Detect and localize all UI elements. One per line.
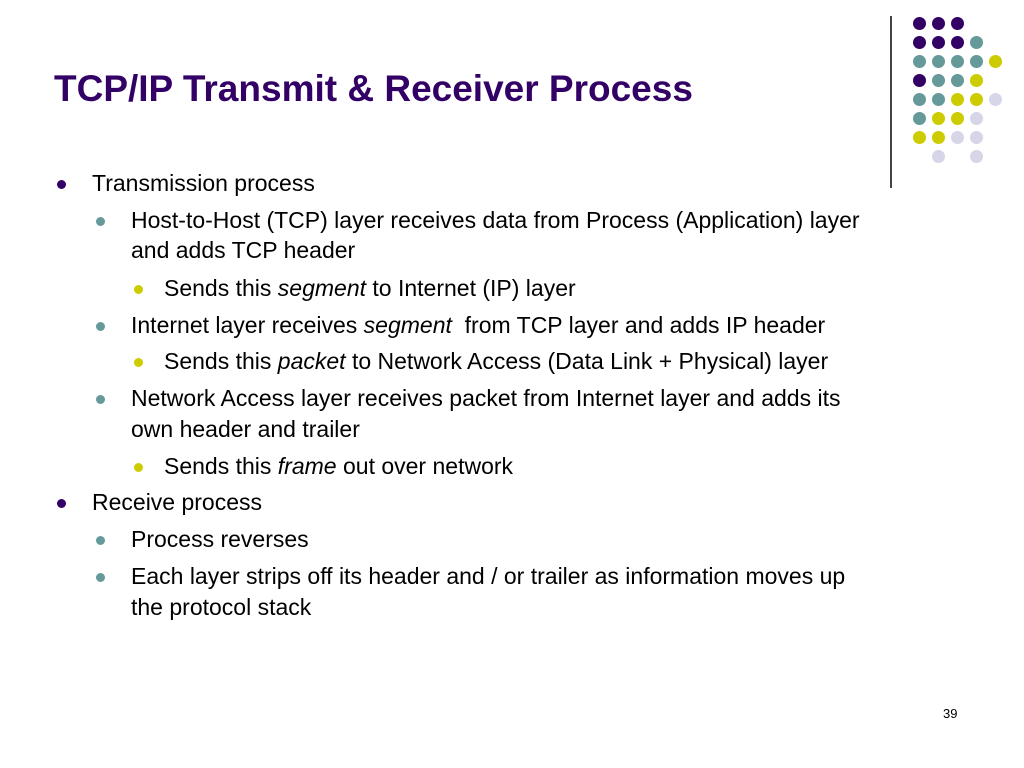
bullet-text: Sends this segment to Internet (IP) layer [164,275,576,301]
level3-bullet-icon [134,463,143,472]
level2-bullet-icon [96,395,105,404]
bullet-text-continued: own header and trailer [131,416,360,442]
bullet-text: Each layer strips off its header and / or trailer as information moves up [131,563,846,589]
slide-title: TCP/IP Transmit & Receiver Process [54,68,693,109]
page-number: 39 [943,706,958,721]
bullet-text: Process reverses [131,526,309,552]
bullet-text: Transmission process [92,170,315,196]
bullet-text: Host-to-Host (TCP) layer receives data from Process (Application) layer [131,207,860,233]
level3-bullet-icon [134,285,143,294]
level2-bullet-icon [96,536,105,545]
bullet-text: Network Access layer receives packet from Internet layer and adds its [131,385,841,411]
bullet-text: Internet layer receives segment from TCP layer and adds IP header [131,312,826,338]
bullet-text: Sends this frame out over network [164,453,514,479]
level2-bullet-icon [96,217,105,226]
bullet-text: Receive process [92,489,263,515]
bullet-text-continued: and adds TCP header [131,237,356,263]
level2-bullet-icon [96,322,105,331]
bullet-text-continued: the protocol stack [131,594,312,620]
level1-bullet-icon [57,499,66,508]
level3-bullet-icon [134,358,143,367]
bullet-text: Sends this packet to Network Access (Data Link + Physical) layer [164,348,829,374]
level2-bullet-icon [96,573,105,582]
level1-bullet-icon [57,180,66,189]
